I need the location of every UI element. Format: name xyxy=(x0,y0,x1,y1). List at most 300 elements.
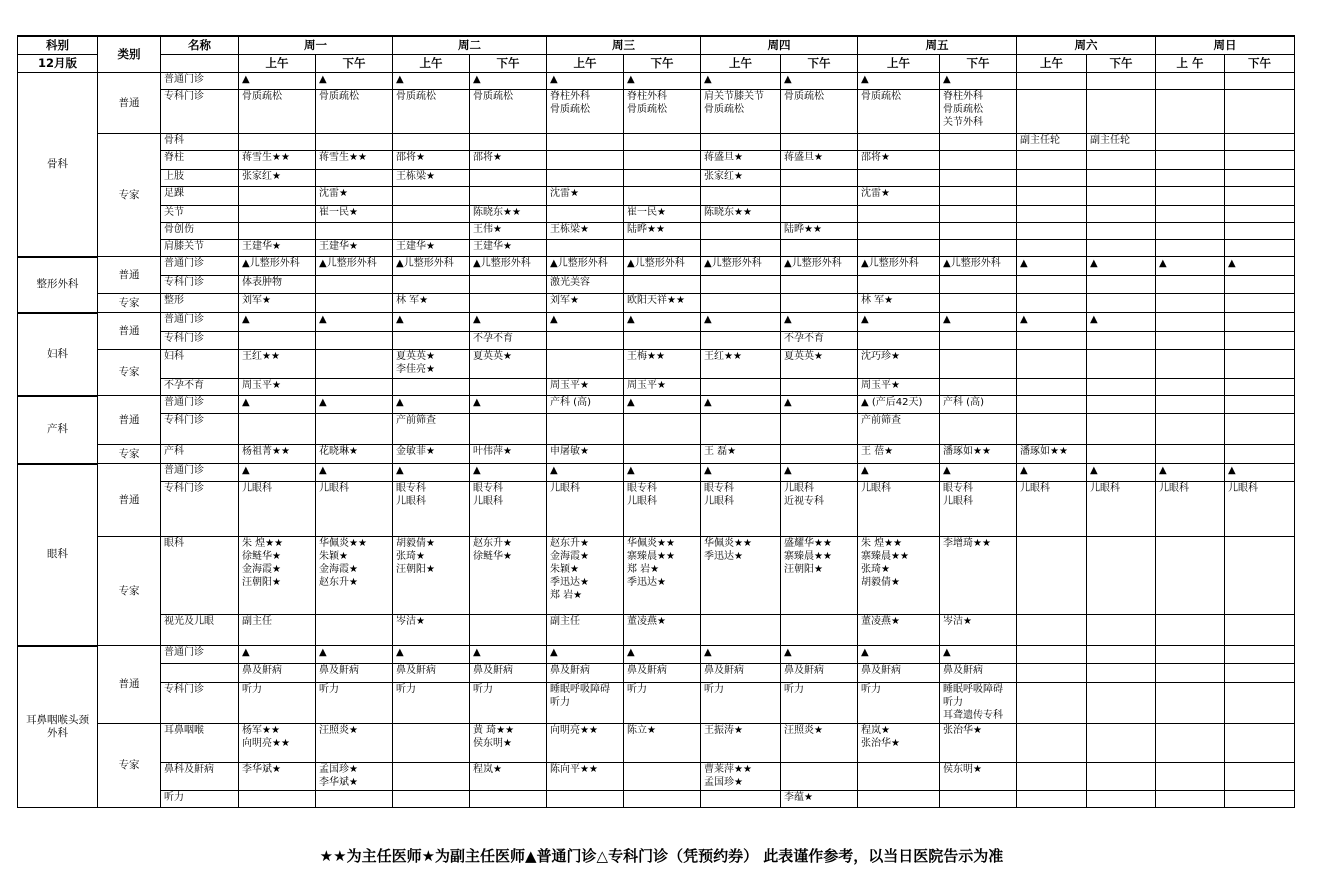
schedule-cell xyxy=(1156,73,1225,90)
schedule-cell: 盛耀华★★ 寨臻晨★★ 汪朝阳★ xyxy=(781,537,858,615)
schedule-cell: 侯东明★ xyxy=(940,763,1017,791)
schedule-cell: 汪照炎★ xyxy=(316,724,393,763)
schedule-cell xyxy=(1156,187,1225,206)
schedule-cell: 产前筛查 xyxy=(858,414,940,445)
schedule-cell: 潘琢如★★ xyxy=(940,445,1017,464)
schedule-cell: 周玉平★ xyxy=(858,379,940,396)
schedule-cell: ▲ xyxy=(316,313,393,332)
schedule-cell: ▲ xyxy=(547,73,624,90)
schedule-cell: 儿眼科 xyxy=(1017,482,1087,537)
schedule-cell: 陆晔★★ xyxy=(624,223,701,240)
schedule-cell xyxy=(1017,537,1087,615)
schedule-cell: ▲ xyxy=(701,646,781,664)
schedule-cell xyxy=(1156,350,1225,379)
schedule-cell xyxy=(1225,90,1295,134)
day-header: 周日 xyxy=(1156,36,1295,55)
am-header: 上午 xyxy=(701,55,781,73)
table-row xyxy=(18,90,1295,134)
schedule-cell: 夏英英★ xyxy=(470,350,547,379)
schedule-cell xyxy=(470,276,547,294)
schedule-cell: 骨质疏松 xyxy=(470,90,547,134)
schedule-cell: 蒋雪生★★ xyxy=(239,151,316,170)
schedule-cell xyxy=(1087,537,1156,615)
version-label: 12月版 xyxy=(18,55,98,73)
schedule-cell: 王红★★ xyxy=(239,350,316,379)
schedule-cell: 眼专科 儿眼科 xyxy=(470,482,547,537)
schedule-cell xyxy=(1017,791,1087,808)
schedule-cell xyxy=(316,134,393,151)
schedule-cell: 睡眠呼吸障碍 听力 xyxy=(547,683,624,724)
schedule-cell: 张家红★ xyxy=(701,170,781,187)
schedule-cell xyxy=(1156,683,1225,724)
am-header: 上午 xyxy=(858,55,940,73)
schedule-cell: 骨质疏松 xyxy=(316,90,393,134)
schedule-cell xyxy=(470,170,547,187)
schedule-cell xyxy=(781,187,858,206)
schedule-cell: 陈向平★★ xyxy=(547,763,624,791)
table-row xyxy=(18,151,1295,170)
schedule-cell: 骨质疏松 xyxy=(781,90,858,134)
schedule-cell xyxy=(858,206,940,223)
schedule-cell: 听力 xyxy=(701,683,781,724)
schedule-cell xyxy=(1087,294,1156,313)
schedule-cell: ▲ xyxy=(1017,313,1087,332)
schedule-cell xyxy=(1017,683,1087,724)
clinic-name: 整形 xyxy=(161,294,239,313)
schedule-cell: ▲ xyxy=(1156,464,1225,482)
table-row xyxy=(18,294,1295,313)
schedule-cell: ▲ xyxy=(781,396,858,414)
schedule-cell xyxy=(1017,223,1087,240)
schedule-cell xyxy=(316,170,393,187)
table-row xyxy=(18,537,1295,615)
table-row xyxy=(18,396,1295,414)
schedule-cell xyxy=(1156,445,1225,464)
schedule-cell xyxy=(470,187,547,206)
schedule-cell xyxy=(701,187,781,206)
schedule-cell xyxy=(624,187,701,206)
schedule-cell xyxy=(1087,332,1156,350)
schedule-cell: ▲ xyxy=(781,73,858,90)
schedule-cell: ▲儿整形外科 xyxy=(547,257,624,276)
schedule-cell xyxy=(940,791,1017,808)
category-label: 专家 xyxy=(98,294,161,313)
table-row xyxy=(18,482,1295,537)
clinic-name: 普通门诊 xyxy=(161,257,239,276)
schedule-cell xyxy=(1225,414,1295,445)
schedule-cell xyxy=(393,763,470,791)
schedule-cell xyxy=(1225,615,1295,646)
schedule-cell: 陈晓东★★ xyxy=(701,206,781,223)
schedule-cell: 董凌燕★ xyxy=(624,615,701,646)
table-row xyxy=(18,313,1295,332)
schedule-cell xyxy=(701,223,781,240)
schedule-cell xyxy=(1017,187,1087,206)
schedule-cell xyxy=(624,151,701,170)
schedule-cell xyxy=(1017,151,1087,170)
table-row xyxy=(18,464,1295,482)
schedule-cell xyxy=(239,223,316,240)
table-row xyxy=(18,615,1295,646)
schedule-cell: ▲ xyxy=(1156,257,1225,276)
schedule-cell: 沈巧珍★ xyxy=(858,350,940,379)
schedule-cell xyxy=(547,170,624,187)
schedule-cell xyxy=(1225,73,1295,90)
schedule-cell: 崔一民★ xyxy=(316,206,393,223)
table-row xyxy=(18,223,1295,240)
schedule-cell: ▲ xyxy=(701,464,781,482)
day-header: 周一 xyxy=(239,36,393,55)
schedule-cell xyxy=(624,170,701,187)
schedule-cell: 沈雷★ xyxy=(858,187,940,206)
schedule-cell: ▲儿整形外科 xyxy=(239,257,316,276)
day-header: 周六 xyxy=(1017,36,1156,55)
schedule-cell xyxy=(1017,90,1087,134)
clinic-name: 脊柱 xyxy=(161,151,239,170)
schedule-cell xyxy=(1017,664,1087,683)
schedule-cell xyxy=(624,791,701,808)
schedule-cell xyxy=(547,791,624,808)
schedule-cell: 陆晔★★ xyxy=(781,223,858,240)
schedule-cell xyxy=(1156,615,1225,646)
schedule-cell xyxy=(239,791,316,808)
schedule-cell: ▲儿整形外科 xyxy=(316,257,393,276)
schedule-cell xyxy=(470,791,547,808)
pm-header: 下午 xyxy=(940,55,1017,73)
schedule-cell: 华佩炎★★ 寨臻晨★★ 郑 岩★ 季迅达★ xyxy=(624,537,701,615)
schedule-cell: 副主任轮 xyxy=(1017,134,1087,151)
schedule-cell: 华佩炎★★ 季迅达★ xyxy=(701,537,781,615)
schedule-cell xyxy=(701,615,781,646)
schedule-cell: ▲ xyxy=(701,313,781,332)
schedule-cell xyxy=(940,332,1017,350)
day-header: 周三 xyxy=(547,36,701,55)
schedule-cell: 王建华★ xyxy=(393,240,470,257)
schedule-cell xyxy=(1087,724,1156,763)
schedule-cell: 王红★★ xyxy=(701,350,781,379)
table-row xyxy=(18,683,1295,724)
schedule-cell: ▲ xyxy=(470,313,547,332)
schedule-cell xyxy=(1225,223,1295,240)
schedule-cell: 邵将★ xyxy=(858,151,940,170)
clinic-name: 关节 xyxy=(161,206,239,223)
schedule-cell: 岑洁★ xyxy=(940,615,1017,646)
table-row xyxy=(18,379,1295,396)
schedule-cell xyxy=(781,170,858,187)
schedule-cell xyxy=(1087,414,1156,445)
department-name: 妇科 xyxy=(18,313,98,396)
schedule-cell: 黄 琦★★ 侯东明★ xyxy=(470,724,547,763)
schedule-cell xyxy=(1017,332,1087,350)
schedule-cell: ▲ xyxy=(547,313,624,332)
clinic-name: 上肢 xyxy=(161,170,239,187)
schedule-cell xyxy=(701,332,781,350)
schedule-cell xyxy=(1017,240,1087,257)
schedule-cell: ▲ xyxy=(1087,313,1156,332)
schedule-cell: 向明亮★★ xyxy=(547,724,624,763)
schedule-cell xyxy=(1225,276,1295,294)
schedule-cell xyxy=(1017,350,1087,379)
schedule-cell xyxy=(781,134,858,151)
clinic-name xyxy=(161,664,239,683)
schedule-cell: ▲ xyxy=(940,646,1017,664)
schedule-cell xyxy=(393,187,470,206)
schedule-cell xyxy=(940,187,1017,206)
schedule-cell xyxy=(1156,90,1225,134)
schedule-cell xyxy=(624,414,701,445)
schedule-cell: ▲儿整形外科 xyxy=(781,257,858,276)
category-label: 专家 xyxy=(98,350,161,396)
table-row xyxy=(18,332,1295,350)
schedule-cell: 脊柱外科 骨质疏松 关节外科 xyxy=(940,90,1017,134)
schedule-cell: 不孕不育 xyxy=(470,332,547,350)
schedule-cell: 体表肿物 xyxy=(239,276,316,294)
schedule-cell: ▲ xyxy=(239,313,316,332)
schedule-cell xyxy=(624,445,701,464)
category-label: 专家 xyxy=(98,134,161,257)
table-row xyxy=(18,724,1295,763)
schedule-cell xyxy=(1225,170,1295,187)
clinic-name: 普通门诊 xyxy=(161,646,239,664)
schedule-cell: 邵将★ xyxy=(470,151,547,170)
schedule-cell xyxy=(1017,206,1087,223)
schedule-cell xyxy=(1156,134,1225,151)
schedule-cell xyxy=(1017,414,1087,445)
schedule-cell: 儿眼科 xyxy=(1156,482,1225,537)
schedule-cell xyxy=(1087,615,1156,646)
clinic-name: 足踝 xyxy=(161,187,239,206)
clinic-name: 专科门诊 xyxy=(161,414,239,445)
schedule-cell: 董凌燕★ xyxy=(858,615,940,646)
schedule-cell xyxy=(1017,724,1087,763)
schedule-cell: 张治华★ xyxy=(940,724,1017,763)
schedule-cell: 花晓琳★ xyxy=(316,445,393,464)
schedule-cell xyxy=(1087,151,1156,170)
schedule-cell: ▲ xyxy=(624,73,701,90)
schedule-cell: 骨质疏松 xyxy=(393,90,470,134)
schedule-cell xyxy=(1156,206,1225,223)
schedule-cell xyxy=(701,414,781,445)
schedule-cell xyxy=(316,294,393,313)
schedule-cell xyxy=(1087,90,1156,134)
schedule-cell xyxy=(316,276,393,294)
schedule-cell xyxy=(470,134,547,151)
schedule-cell: 周玉平★ xyxy=(624,379,701,396)
table-row xyxy=(18,170,1295,187)
schedule-cell: ▲ xyxy=(393,313,470,332)
schedule-cell xyxy=(624,763,701,791)
schedule-cell xyxy=(858,791,940,808)
schedule-cell xyxy=(547,206,624,223)
schedule-cell xyxy=(1156,379,1225,396)
schedule-cell: 夏英英★ 李佳亮★ xyxy=(393,350,470,379)
schedule-cell: ▲ xyxy=(624,646,701,664)
schedule-cell: 产科 (高) xyxy=(940,396,1017,414)
clinic-name: 眼科 xyxy=(161,537,239,615)
am-header: 上午 xyxy=(393,55,470,73)
schedule-cell: ▲ xyxy=(470,464,547,482)
category-label: 专家 xyxy=(98,537,161,646)
schedule-cell xyxy=(1087,683,1156,724)
legend-note: ★★为主任医师★为副主任医师▲普通门诊△专科门诊（凭预约券） 此表谨作参考，以当日医院告示为准 xyxy=(319,847,1004,865)
schedule-cell: 朱 煌★★ 寨臻晨★★ 张琦★ 胡毅倩★ xyxy=(858,537,940,615)
type-header: 类别 xyxy=(98,36,161,73)
schedule-cell: ▲ xyxy=(624,464,701,482)
schedule-cell: 岑洁★ xyxy=(393,615,470,646)
clinic-name: 专科门诊 xyxy=(161,90,239,134)
schedule-cell: 王栋梁★ xyxy=(547,223,624,240)
schedule-cell xyxy=(1225,445,1295,464)
table-row xyxy=(18,257,1295,276)
schedule-cell: 儿眼科 近视专科 xyxy=(781,482,858,537)
schedule-cell xyxy=(1156,664,1225,683)
schedule-cell xyxy=(316,350,393,379)
table-row xyxy=(18,276,1295,294)
schedule-cell xyxy=(858,223,940,240)
pm-header: 下午 xyxy=(781,55,858,73)
schedule-cell: 眼专科 儿眼科 xyxy=(940,482,1017,537)
category-label: 普通 xyxy=(98,646,161,724)
schedule-cell: ▲ xyxy=(239,396,316,414)
schedule-cell: 胡毅倩★ 张琦★ 汪朝阳★ xyxy=(393,537,470,615)
clinic-name: 耳鼻咽喉 xyxy=(161,724,239,763)
schedule-cell: ▲儿整形外科 xyxy=(393,257,470,276)
schedule-cell xyxy=(393,791,470,808)
table-row xyxy=(18,240,1295,257)
schedule-cell xyxy=(1225,683,1295,724)
schedule-cell xyxy=(781,763,858,791)
schedule-cell: 孟国珍★ 李华斌★ xyxy=(316,763,393,791)
schedule-cell xyxy=(1156,223,1225,240)
table-row xyxy=(18,73,1295,90)
schedule-cell: ▲ xyxy=(239,73,316,90)
department-name: 骨科 xyxy=(18,73,98,257)
clinic-name: 普通门诊 xyxy=(161,313,239,332)
am-header: 上 午 xyxy=(1156,55,1225,73)
clinic-name: 妇科 xyxy=(161,350,239,379)
schedule-cell: ▲儿整形外科 xyxy=(624,257,701,276)
schedule-cell xyxy=(1017,763,1087,791)
schedule-cell: ▲ xyxy=(858,464,940,482)
schedule-cell xyxy=(701,379,781,396)
schedule-cell: ▲ xyxy=(624,396,701,414)
schedule-cell xyxy=(1156,414,1225,445)
schedule-cell xyxy=(1087,170,1156,187)
schedule-cell: ▲儿整形外科 xyxy=(701,257,781,276)
schedule-cell xyxy=(316,379,393,396)
category-label: 普通 xyxy=(98,73,161,134)
schedule-cell: 朱 煌★★ 徐鲢华★ 金海霞★ 汪朝阳★ xyxy=(239,537,316,615)
schedule-cell: 李华斌★ xyxy=(239,763,316,791)
day-header: 周四 xyxy=(701,36,858,55)
schedule-cell xyxy=(940,276,1017,294)
clinic-name: 肩膝关节 xyxy=(161,240,239,257)
schedule-cell: 听力 xyxy=(316,683,393,724)
schedule-cell: 鼻及鼾病 xyxy=(781,664,858,683)
schedule-cell: 刘军★ xyxy=(239,294,316,313)
schedule-cell xyxy=(1087,396,1156,414)
schedule-cell: 沈雷★ xyxy=(316,187,393,206)
schedule-cell: 陈晓东★★ xyxy=(470,206,547,223)
pm-header: 下午 xyxy=(470,55,547,73)
schedule-cell xyxy=(1225,151,1295,170)
schedule-cell: 沈雷★ xyxy=(547,187,624,206)
schedule-cell xyxy=(393,223,470,240)
schedule-cell xyxy=(781,294,858,313)
schedule-cell xyxy=(940,170,1017,187)
schedule-cell: 王 蓓★ xyxy=(858,445,940,464)
table-row xyxy=(18,187,1295,206)
schedule-cell: ▲ xyxy=(940,313,1017,332)
schedule-cell xyxy=(316,332,393,350)
schedule-cell: 副主任 xyxy=(239,615,316,646)
table-row xyxy=(18,646,1295,664)
category-label: 普通 xyxy=(98,464,161,537)
schedule-cell xyxy=(1087,206,1156,223)
table-row xyxy=(18,134,1295,151)
table-row xyxy=(18,206,1295,223)
schedule-cell xyxy=(858,763,940,791)
schedule-cell xyxy=(858,276,940,294)
schedule-cell xyxy=(1225,332,1295,350)
schedule-cell: 鼻及鼾病 xyxy=(239,664,316,683)
am-header: 上午 xyxy=(1017,55,1087,73)
clinic-name: 专科门诊 xyxy=(161,276,239,294)
schedule-cell: ▲ xyxy=(547,464,624,482)
schedule-cell xyxy=(1087,73,1156,90)
table-row xyxy=(18,445,1295,464)
clinic-name: 产科 xyxy=(161,445,239,464)
schedule-cell: ▲ xyxy=(858,313,940,332)
schedule-cell xyxy=(393,134,470,151)
schedule-cell xyxy=(239,206,316,223)
schedule-cell xyxy=(1225,350,1295,379)
schedule-cell: 听力 xyxy=(858,683,940,724)
clinic-name: 听力 xyxy=(161,791,239,808)
schedule-cell xyxy=(547,350,624,379)
schedule-cell xyxy=(1087,791,1156,808)
day-header: 周二 xyxy=(393,36,547,55)
schedule-cell xyxy=(393,276,470,294)
schedule-cell xyxy=(781,240,858,257)
schedule-cell: 王 磊★ xyxy=(701,445,781,464)
schedule-cell: ▲儿整形外科 xyxy=(858,257,940,276)
schedule-cell xyxy=(1225,313,1295,332)
schedule-cell: 鼻及鼾病 xyxy=(316,664,393,683)
schedule-cell: 鼻及鼾病 xyxy=(624,664,701,683)
schedule-cell: 赵东升★ 徐鲢华★ xyxy=(470,537,547,615)
schedule-cell: 华佩炎★★ 朱颖★ 金海霞★ 赵东升★ xyxy=(316,537,393,615)
schedule-cell xyxy=(239,134,316,151)
schedule-cell: 王建华★ xyxy=(239,240,316,257)
schedule-body xyxy=(18,73,1295,808)
schedule-cell xyxy=(701,294,781,313)
schedule-cell xyxy=(624,134,701,151)
schedule-cell: ▲ xyxy=(316,464,393,482)
schedule-cell: 产科 (高) xyxy=(547,396,624,414)
schedule-cell: 眼专科 儿眼科 xyxy=(701,482,781,537)
schedule-cell xyxy=(1225,791,1295,808)
schedule-cell: 王建华★ xyxy=(316,240,393,257)
table-row xyxy=(18,763,1295,791)
schedule-cell xyxy=(1087,187,1156,206)
schedule-cell: 儿眼科 xyxy=(1087,482,1156,537)
schedule-cell xyxy=(940,414,1017,445)
schedule-cell xyxy=(1017,396,1087,414)
schedule-cell: 听力 xyxy=(624,683,701,724)
schedule-cell: 程岚★ xyxy=(470,763,547,791)
schedule-cell xyxy=(1017,294,1087,313)
